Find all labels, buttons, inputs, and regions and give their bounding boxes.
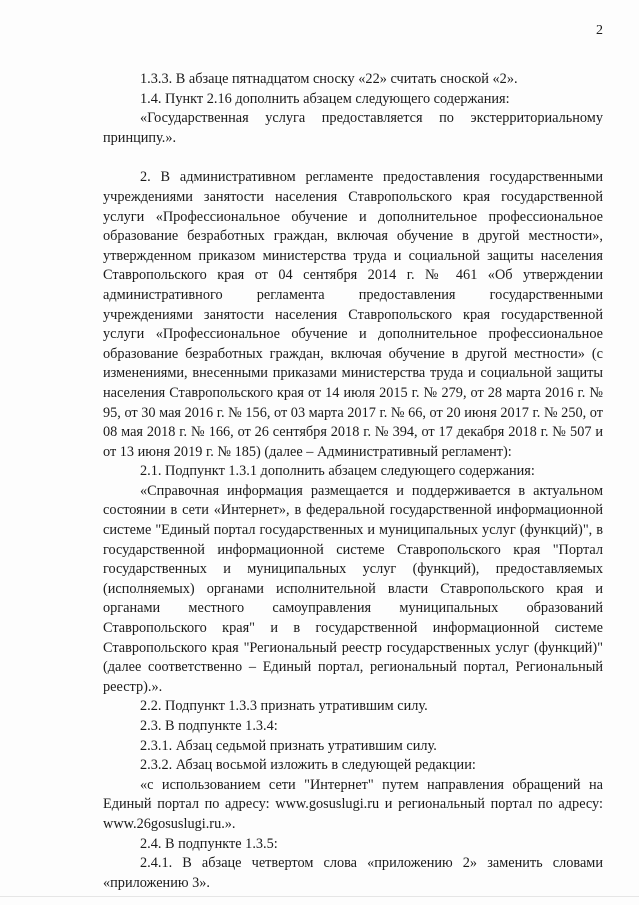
page-number: 2 <box>596 23 603 38</box>
paragraph-2-4-1: 2.4.1. В абзаце четвертом слова «приложению 2» заменить словами «приложению 3». <box>103 855 603 891</box>
paragraph-2-3-2: 2.3.2. Абзац восьмой изложить в следующей редакции: <box>140 757 476 774</box>
paragraph-2-3-1: 2.3.1. Абзац седьмой признать утратившим силу. <box>140 737 437 754</box>
paragraph-2: 2. В административном регламенте предоставления государственными учреждениями занятости населения Ставропольского края государственной услуги «Профессиональное обучение и дополнительное профессиональное образование безработных граждан, включая обучение в другой местности», утвержденном приказом министерства труда и социальной защиты населения Ставропольского края от 04 сентября 2014 г. № 461 «Об утверждении административного регламента предоставления государственными учреждениями занятости населения Ставропольского края государственной услуги «Профессиональное обучение и дополнительное профессиональное образование безработных граждан, включая обучение в другой местности» (с изменениями, внесенными приказами министерства труда и социальной защиты населения Ставропольского края от 14 июля 2015 г. № 279, от 28 марта 2016 г. № 95, от 30 мая 2016 г. № 156, от 03 марта 2017 г. № 66, от 20 июня 2017 г. № 250, от 08 мая 2018 г. № 166, от 26 сентября 2018 г. № 394, от 17 декабря 2018 г. № 507 и от 13 июня 2019 г. № 185) (далее – Административный регламент): <box>103 169 603 460</box>
document-body <box>103 70 603 893</box>
paragraph-2-4: 2.4. В подпункте 1.3.5: <box>140 835 278 852</box>
paragraph-2-1: 2.1. Подпункт 1.3.1 дополнить абзацем следующего содержания: <box>140 463 535 480</box>
paragraph-1-3-3: 1.3.3. В абзаце пятнадцатом сноску «22» считать сноской «2». <box>140 71 518 87</box>
paragraph-2-3: 2.3. В подпункте 1.3.4: <box>140 718 278 734</box>
paragraph-2-1-quote: «Справочная информация размещается и поддерживается в актуальном состоянии в сети «Интернет», в федеральной государственной информационной системе "Единый портал государственных и муниципальных услуг (функций)", в государственной информационной системе Ставропольского края "Портал государственных и муниципальных услуг (функций), предоставляемых (исполняемых) органами исполнительной власти Ставропольского края и органами местного самоуправления муниципальных образований Ставропольского края" и в государственной информационной системе Ставропольского края "Региональный реестр государственных услуг (функций)" (далее соответственно – Единый портал, региональный портал, Региональный реестр).». <box>103 482 603 695</box>
paragraph-2-3-2-quote: «с использованием сети "Интернет" путем направления обращений на Единый портал по адресу: www.gosuslugi.ru и региональный портал по адресу: www.26gosuslugi.ru.». <box>103 776 603 832</box>
paragraph-1-4-quote: «Государственная услуга предоставляется по экстерриториальному принципу.». <box>103 110 603 146</box>
paragraph-1-4: 1.4. Пункт 2.16 дополнить абзацем следующего содержания: <box>140 90 510 107</box>
paragraph-2-2: 2.2. Подпункт 1.3.3 признать утратившим силу. <box>140 698 428 715</box>
page-bottom-edge <box>0 896 639 897</box>
